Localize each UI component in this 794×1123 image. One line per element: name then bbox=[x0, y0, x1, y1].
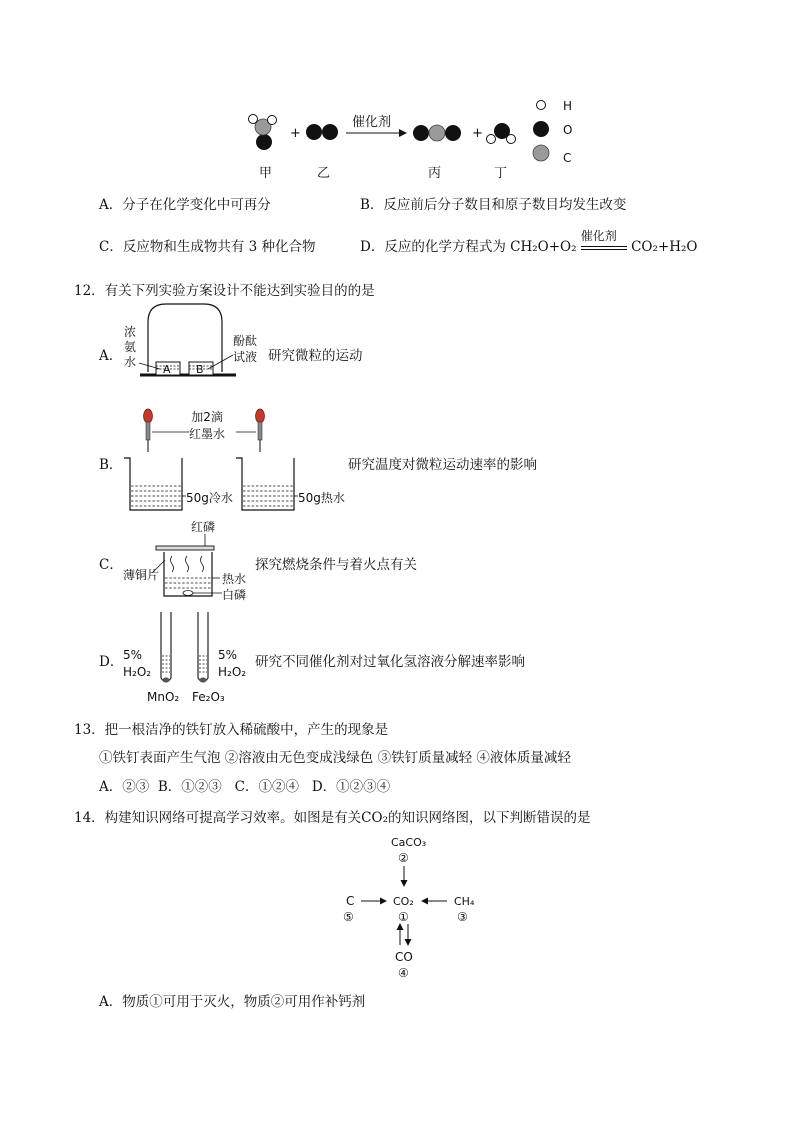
q11-option-a: A．分子在化学变化中可再分 bbox=[99, 197, 271, 213]
q12-a-letter: A． bbox=[99, 348, 123, 364]
node-co: CO bbox=[395, 950, 413, 964]
q13-items: ①铁钉表面产生气泡 ②溶液由无色变成浅绿色 ③铁钉质量减轻 ④液体质量减轻 bbox=[99, 750, 571, 766]
q12-b-hot-label: 50g热水 bbox=[298, 491, 345, 505]
q12-stem: 12．有关下列实验方案设计不能达到实验目的的是 bbox=[74, 283, 375, 299]
q12-a-purpose: 研究微粒的运动 bbox=[268, 348, 363, 364]
q11-d-prefix: D．反应的化学方程式为 CH₂O+O₂ bbox=[360, 239, 577, 255]
node-num-2: ② bbox=[398, 851, 409, 865]
q12-b-purpose: 研究温度对微粒运动速率的影响 bbox=[348, 457, 537, 473]
q12-d-label-2: 5% H₂O₂ bbox=[218, 648, 247, 679]
plus-sign-2: + bbox=[472, 126, 483, 141]
node-num-1: ① bbox=[398, 910, 409, 924]
node-co2: CO₂ bbox=[393, 895, 414, 908]
q11-option-b: B．反应前后分子数目和原子数目均发生改变 bbox=[360, 197, 627, 213]
q12-c-letter: C． bbox=[99, 557, 123, 573]
q11-d-catalyst: 催化剂 bbox=[580, 228, 617, 243]
q12-b-drop-label: 加2滴 红墨水 bbox=[189, 410, 226, 441]
q13-options: A．②③ B．①②③ C．①②④ D．①②③④ bbox=[99, 779, 391, 795]
svg-text:H: H bbox=[563, 99, 573, 113]
label-jia: 甲 bbox=[259, 166, 273, 181]
q12-d-purpose: 研究不同催化剂对过氧化氢溶液分解速率影响 bbox=[255, 654, 525, 670]
node-num-5: ⑤ bbox=[343, 910, 354, 924]
svg-text:O: O bbox=[563, 123, 573, 137]
q13-stem: 13．把一根洁净的铁钉放入稀硫酸中，产生的现象是 bbox=[74, 722, 389, 738]
svg-text:A: A bbox=[163, 363, 171, 376]
q12-c-hot-water: 热水 bbox=[222, 572, 247, 586]
q11-d-suffix: CO₂+H₂O bbox=[631, 239, 698, 255]
q12-a-phenol-label: 酚酞 试液 bbox=[233, 334, 258, 364]
node-c: C bbox=[346, 894, 355, 908]
q14-option-a: A．物质①可用于灭火，物质②可用作补钙剂 bbox=[99, 994, 366, 1010]
catalyst-label: 催化剂 bbox=[352, 115, 392, 130]
q12-a-ammonia-label: 浓 氨 水 bbox=[124, 325, 137, 369]
q14-stem: 14．构建知识网络可提高学习效率。如图是有关CO₂的知识网络图，以下判断错误的是 bbox=[74, 810, 591, 826]
q12-b-letter: B． bbox=[99, 457, 123, 473]
q12-b-cold-label: 50g冷水 bbox=[186, 491, 233, 505]
label-bing: 丙 bbox=[428, 166, 442, 181]
q12-c-copper: 薄铜片 bbox=[123, 568, 160, 582]
plus-sign-1: + bbox=[290, 126, 301, 141]
q12-d-letter: D． bbox=[99, 654, 124, 670]
svg-text:C: C bbox=[563, 151, 572, 165]
node-ch4: CH₄ bbox=[454, 895, 475, 908]
q12-d-cat-2: Fe₂O₃ bbox=[192, 690, 225, 704]
node-num-3: ③ bbox=[457, 910, 468, 924]
q12-d-cat-1: MnO₂ bbox=[147, 690, 180, 704]
q12-c-purpose: 探究燃烧条件与着火点有关 bbox=[255, 557, 417, 573]
q12-c-red-p: 红磷 bbox=[191, 520, 216, 534]
q12-c-white-p: 白磷 bbox=[222, 588, 247, 602]
q11-option-c: C．反应物和生成物共有 3 种化合物 bbox=[99, 239, 316, 255]
svg-text:B: B bbox=[196, 363, 204, 376]
label-ding: 丁 bbox=[494, 166, 508, 181]
q12-d-label-1: 5% H₂O₂ bbox=[123, 648, 152, 679]
node-num-4: ④ bbox=[398, 966, 409, 980]
label-yi: 乙 bbox=[317, 166, 331, 181]
node-caco3: CaCO₃ bbox=[391, 836, 427, 849]
